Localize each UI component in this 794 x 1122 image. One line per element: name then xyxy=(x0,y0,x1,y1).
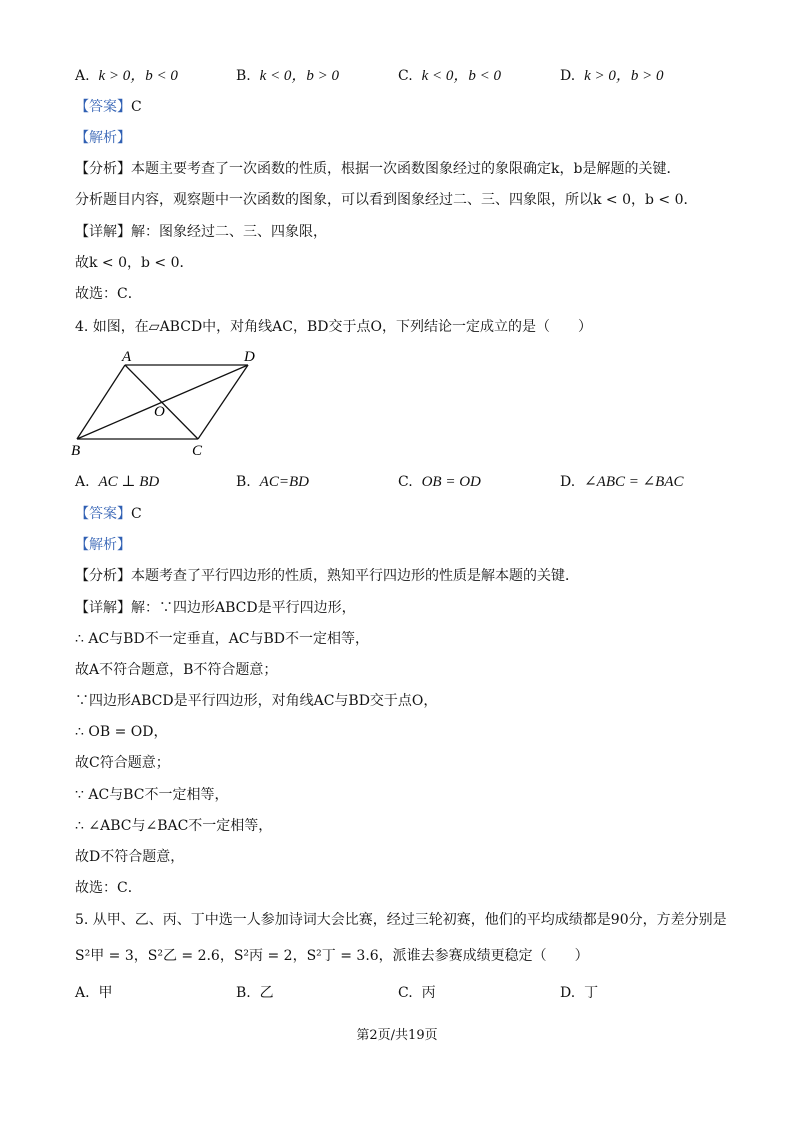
q4-line-5: 故C符合题意； xyxy=(75,755,170,771)
q4-line-4: ∴ OB = OD， xyxy=(75,724,168,740)
q3-choose: 故选：C． xyxy=(75,286,142,302)
q3-option-c: C. k < 0，b < 0 xyxy=(398,68,501,84)
vertex-label-b: B xyxy=(71,443,81,459)
q3-analysis-heading: 【解析】 xyxy=(75,130,131,146)
page-footer: 第2页/共19页 xyxy=(356,1028,438,1043)
q5-option-c: C. 丙 xyxy=(398,985,436,1001)
q4-line-2: 故A不符合题意，B不符合题意； xyxy=(75,662,278,678)
q4-option-c: C. OB = OD xyxy=(398,474,481,490)
vertex-label-a: A xyxy=(122,349,132,365)
q3-xiangjie: 【详解】解：图象经过二、三、四象限， xyxy=(75,224,327,240)
parallelogram-figure xyxy=(70,347,280,462)
q3-fenxi-2: 分析题目内容，观察题中一次函数的图象，可以看到图象经过二、三、四象限，所以k < 0，b < 0． xyxy=(75,192,698,208)
q4-analysis-heading: 【解析】 xyxy=(75,537,131,553)
q3-answer: 【答案】C xyxy=(75,99,142,115)
q3-conclusion: 故k < 0，b < 0． xyxy=(75,255,194,271)
q5-option-a: A. 甲 xyxy=(75,985,113,1001)
point-label-o: O xyxy=(154,404,165,420)
vertex-label-c: C xyxy=(192,443,203,459)
q4-fenxi: 【分析】本题考查了平行四边形的性质，熟知平行四边形的性质是解本题的关键． xyxy=(75,568,579,584)
q4-line-7: ∴ ∠ABC与∠BAC不一定相等， xyxy=(75,818,273,834)
q4-option-d: D. ∠ABC = ∠BAC xyxy=(560,474,684,490)
q4-xiangjie: 【详解】解：∵四边形ABCD是平行四边形， xyxy=(75,600,356,616)
q5-option-b: B. 乙 xyxy=(236,985,274,1001)
q4-answer: 【答案】C xyxy=(75,506,142,522)
q5-stem: 5. 从甲、乙、丙、丁中选一人参加诗词大会比赛，经过三轮初赛，他们的平均成绩都是90分，方差分别是 xyxy=(75,912,727,928)
q4-line-1: ∴ AC与BD不一定垂直，AC与BD不一定相等， xyxy=(75,631,370,647)
q4-option-b: B. AC=BD xyxy=(236,474,309,490)
edge-ba xyxy=(77,365,125,439)
q4-stem: 4. 如图，在▱ABCD中，对角线AC，BD交于点O，下列结论一定成立的是（ ） xyxy=(75,319,592,335)
q3-fenxi: 【分析】本题主要考查了一次函数的性质，根据一次函数图象经过的象限确定k，b是解题的关键． xyxy=(75,161,681,177)
q3-option-a: A. k > 0，b < 0 xyxy=(75,68,178,84)
q3-option-d: D. k > 0，b > 0 xyxy=(560,68,664,84)
q4-line-6: ∵ AC与BC不一定相等， xyxy=(75,787,229,803)
q5-variances: S²甲 = 3，S²乙 = 2.6，S²丙 = 2，S²丁 = 3.6，派谁去参赛成绩更稳定（ ） xyxy=(75,948,589,964)
q4-line-8: 故D不符合题意， xyxy=(75,849,185,865)
q4-line-3: ∵四边形ABCD是平行四边形，对角线AC与BD交于点O， xyxy=(75,693,438,709)
vertex-label-d: D xyxy=(244,349,255,365)
q5-option-d: D. 丁 xyxy=(560,985,599,1001)
q3-option-b: B. k < 0，b > 0 xyxy=(236,68,340,84)
q4-line-9: 故选：C． xyxy=(75,880,142,896)
q4-option-a: A. AC ⊥ BD xyxy=(75,474,160,490)
